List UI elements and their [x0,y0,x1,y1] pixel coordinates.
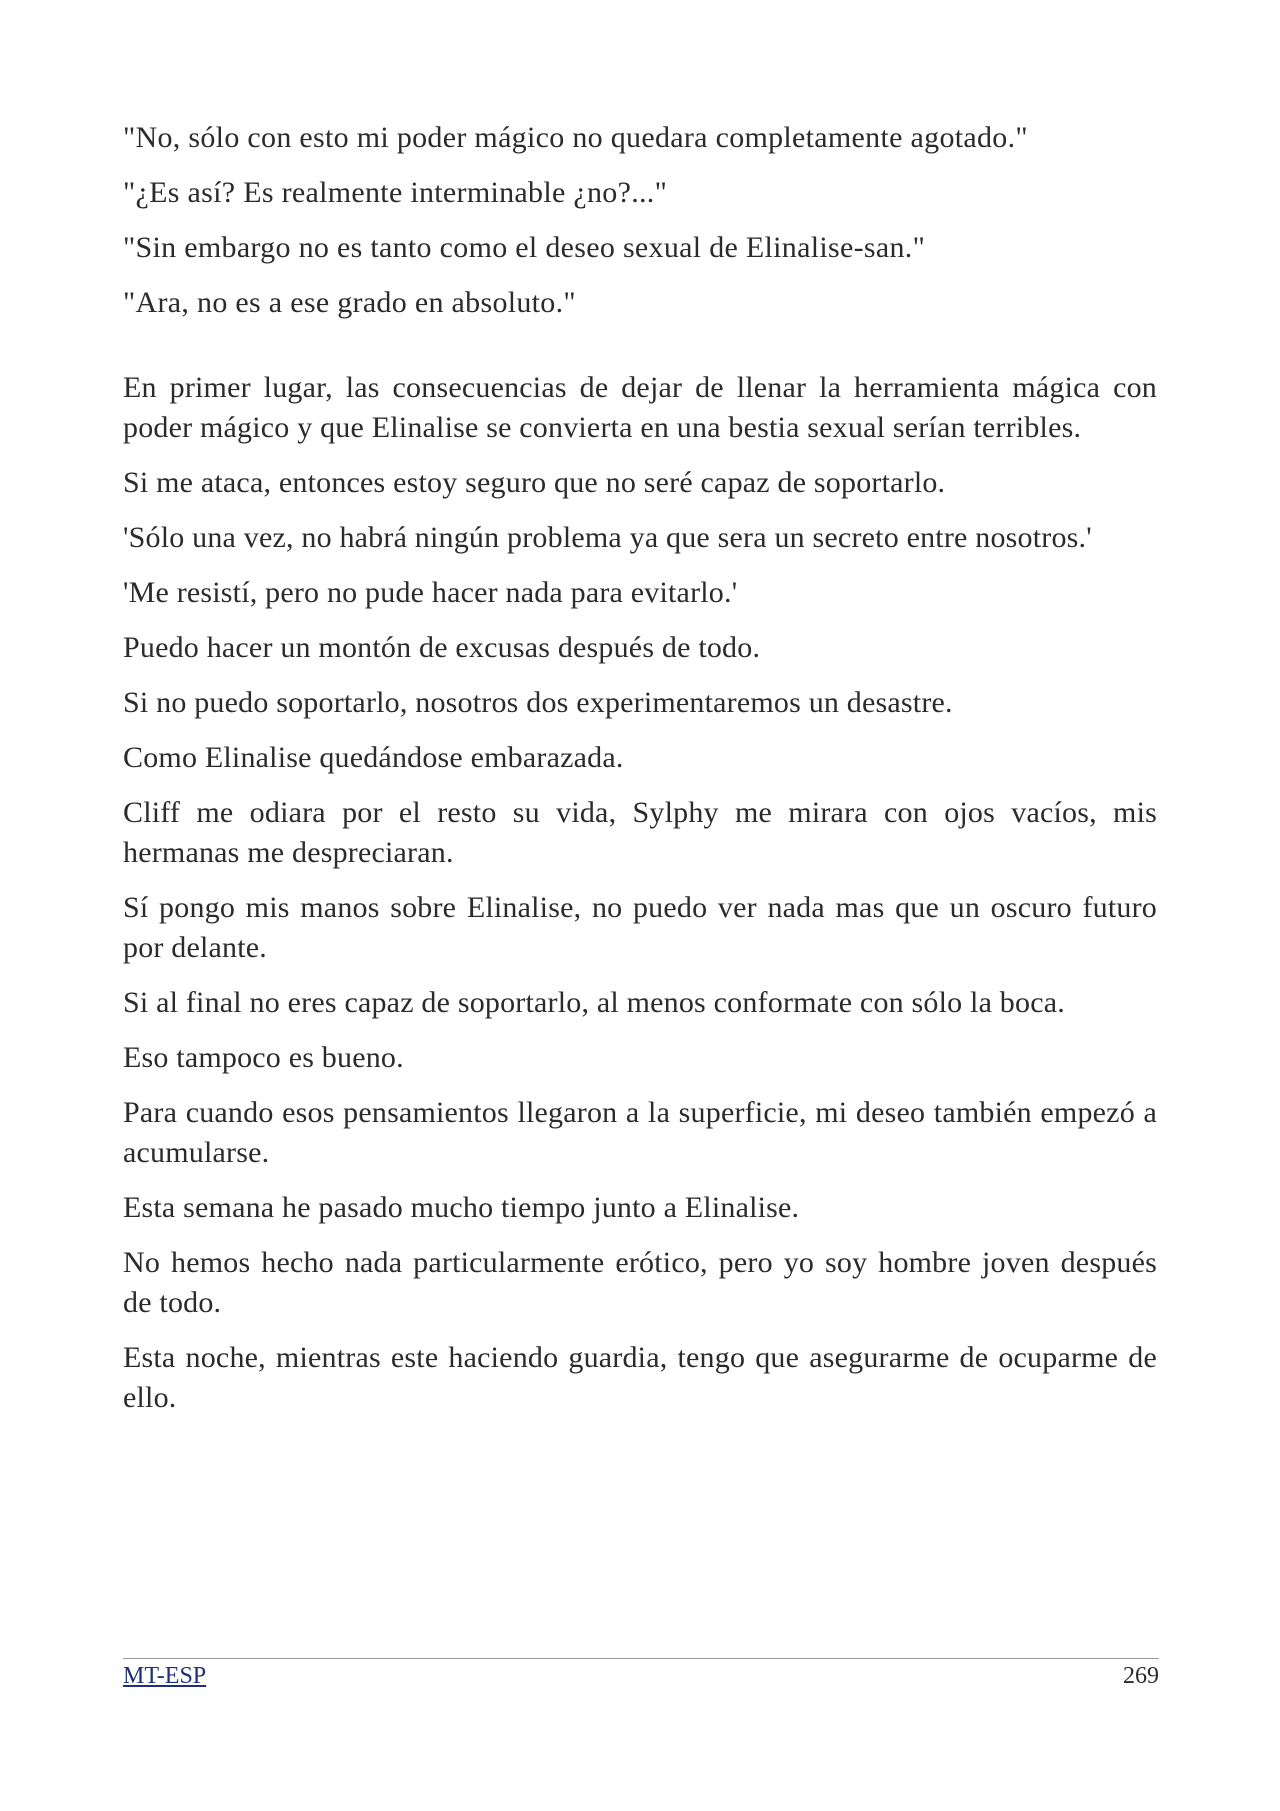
paragraph: En primer lugar, las consecuencias de dejar de llenar la herramienta mágica con poder mágico y que Elinalise se convierta en una bestia sexual serían terribles. [123,371,1157,444]
paragraph: No hemos hecho nada particularmente erótico, pero yo soy hombre joven después de todo. [123,1246,1157,1319]
page-footer [123,1658,1159,1699]
paragraph: Eso tampoco es bueno. [123,1041,404,1074]
paragraph: Puedo hacer un montón de excusas después de todo. [123,631,761,664]
footer-source-link[interactable]: MT-ESP [123,1663,207,1689]
page-number: 269 [1123,1663,1159,1689]
paragraph: Como Elinalise quedándose embarazada. [123,741,624,774]
section-gap [123,338,1157,368]
paragraph: 'Sólo una vez, no habrá ningún problema ya que sera un secreto entre nosotros.' [123,521,1092,554]
page-body [123,118,1157,1433]
dialogue-line: "Sin embargo no es tanto como el deseo sexual de Elinalise-san." [123,231,926,264]
paragraph: Esta semana he pasado mucho tiempo junto a Elinalise. [123,1191,800,1224]
paragraph: Si al final no eres capaz de soportarlo, al menos conformate con sólo la boca. [123,986,1065,1019]
paragraph: 'Me resistí, pero no pude hacer nada para evitarlo.' [123,576,738,609]
paragraph: Para cuando esos pensamientos llegaron a la superficie, mi deseo también empezó a acumularse. [123,1096,1157,1169]
paragraph: Esta noche, mientras este haciendo guardia, tengo que asegurarme de ocuparme de ello. [123,1341,1157,1414]
dialogue-line: "No, sólo con esto mi poder mágico no quedara completamente agotado." [123,121,1028,154]
paragraph: Si no puedo soportarlo, nosotros dos experimentaremos un desastre. [123,686,953,719]
paragraph: Si me ataca, entonces estoy seguro que no seré capaz de soportarlo. [123,466,946,499]
dialogue-line: "Ara, no es a ese grado en absoluto." [123,286,576,319]
paragraph: Cliff me odiara por el resto su vida, Sylphy me mirara con ojos vacíos, mis hermanas me despreciaran. [123,796,1157,869]
dialogue-line: "¿Es así? Es realmente interminable ¿no?..." [123,176,668,209]
paragraph: Sí pongo mis manos sobre Elinalise, no puedo ver nada mas que un oscuro futuro por delante. [123,891,1157,964]
